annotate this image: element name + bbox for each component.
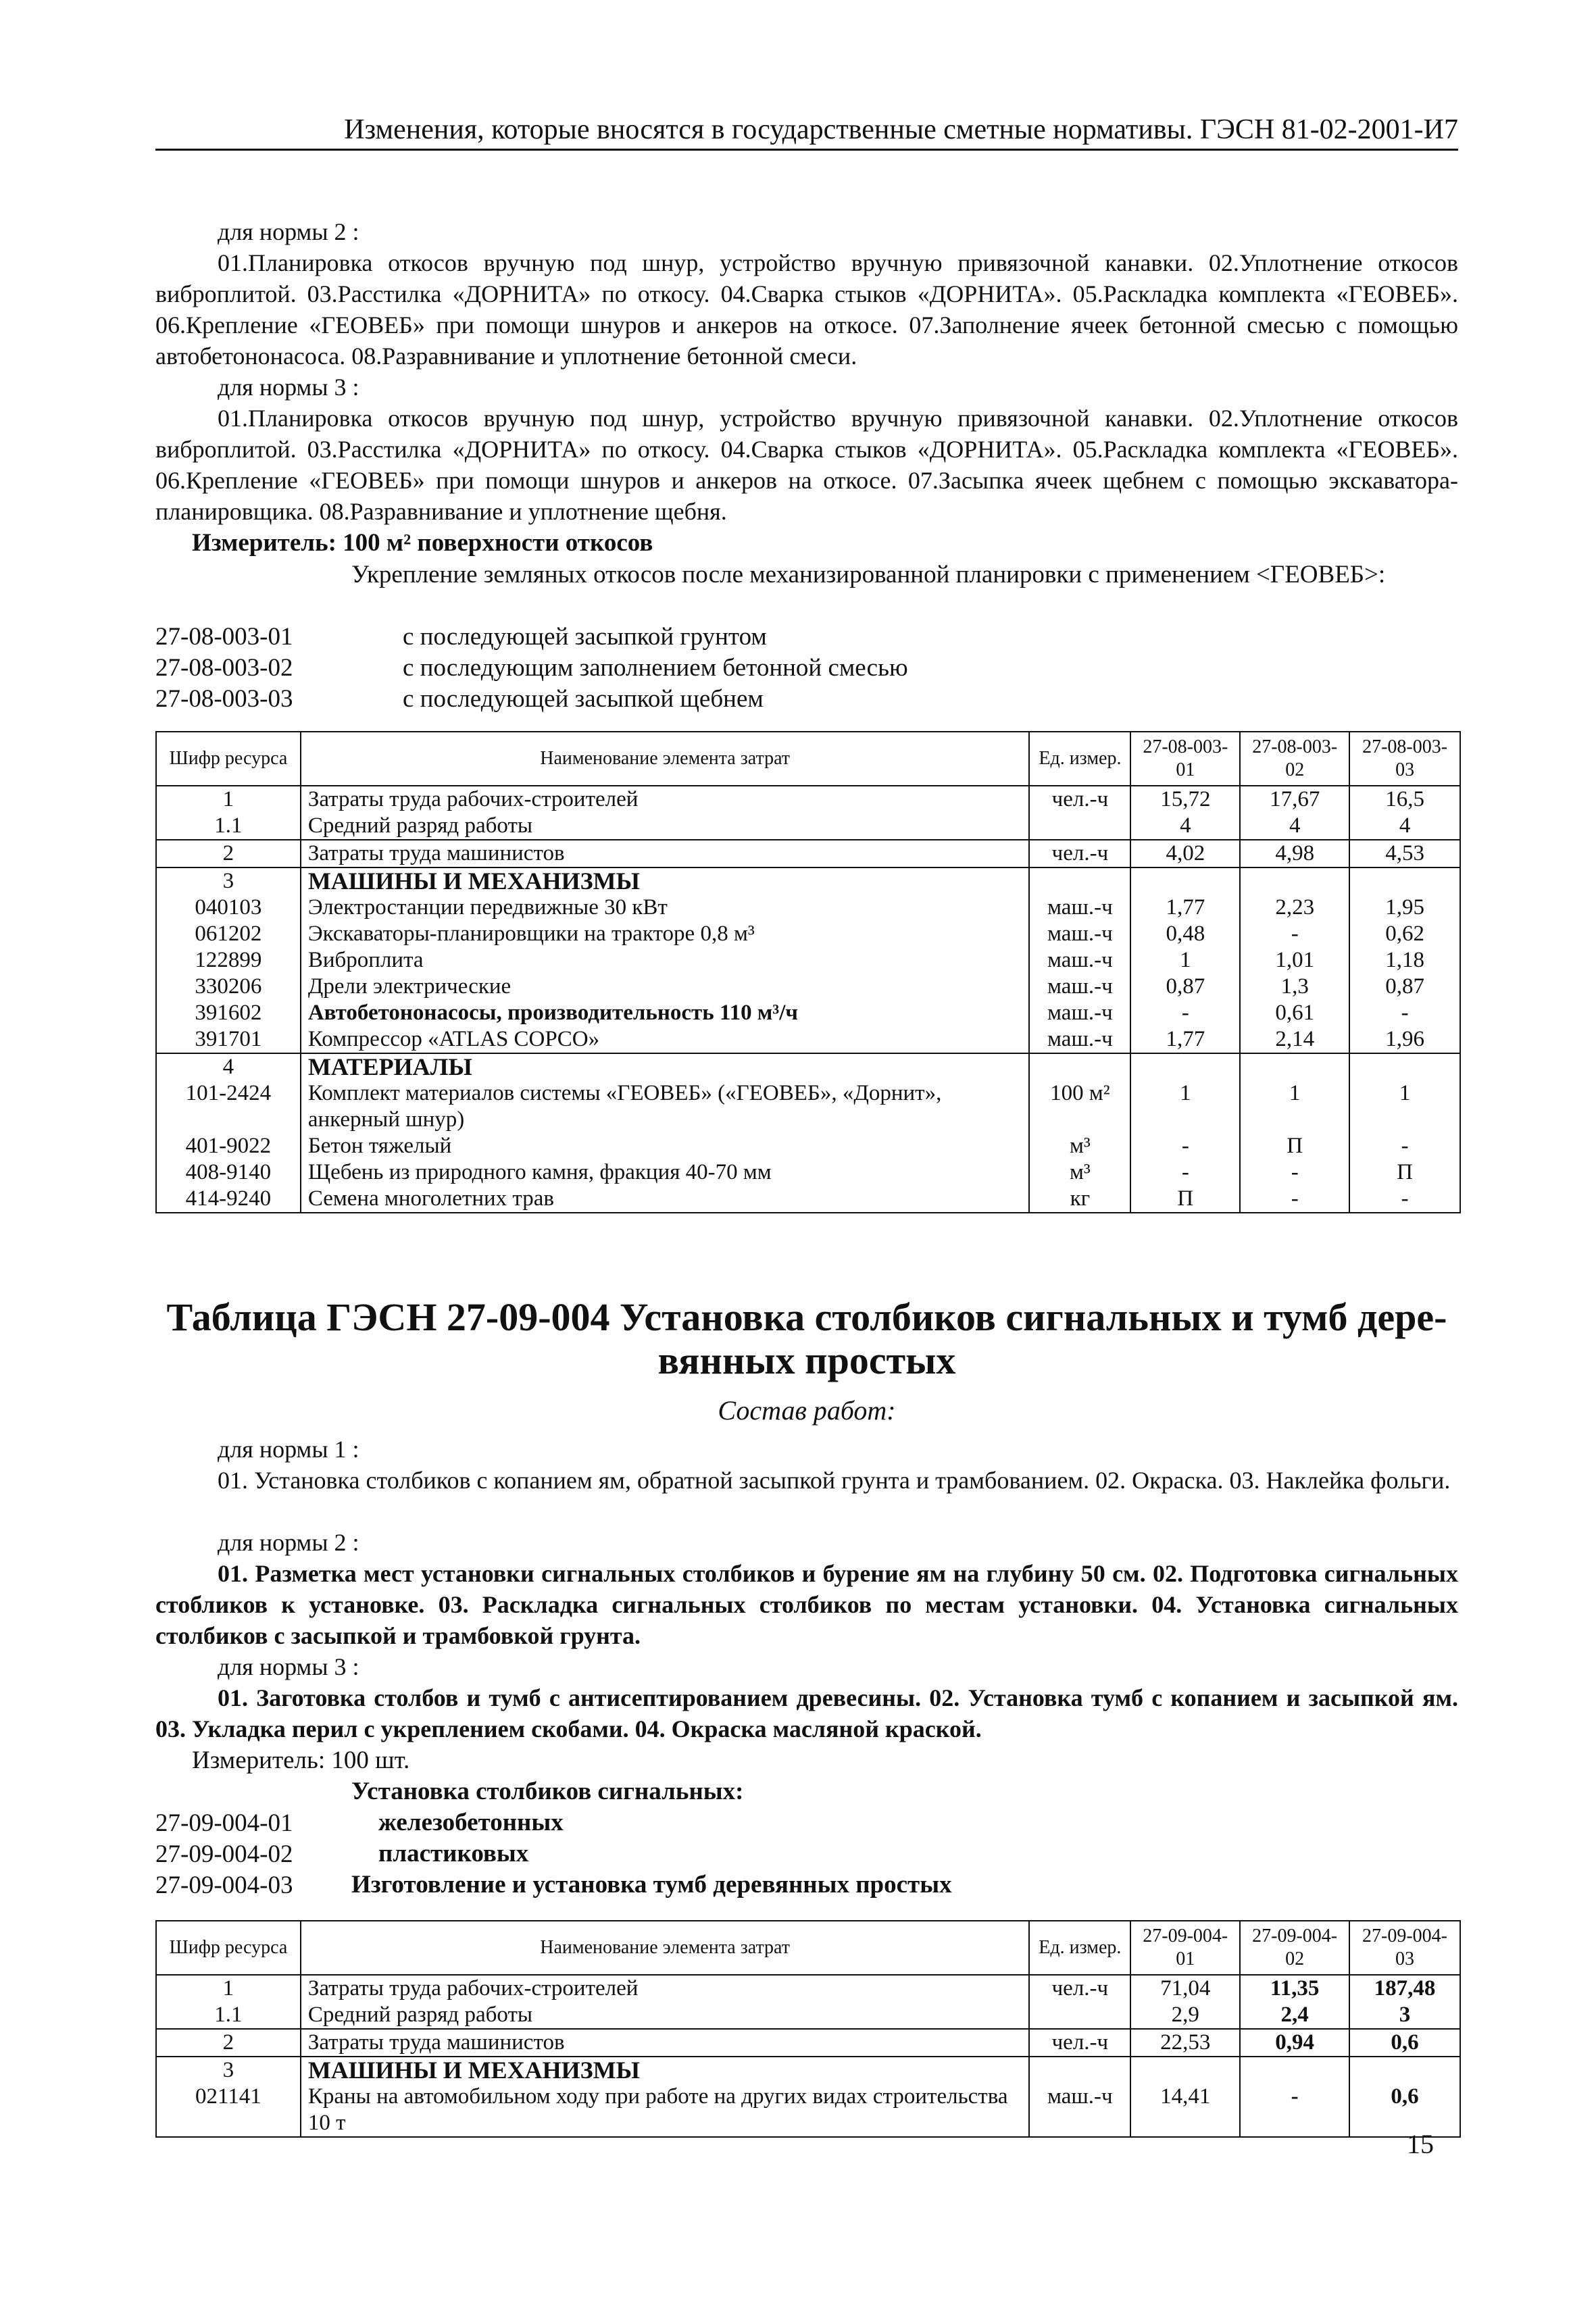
cell-name: Комплект материалов системы «ГЕОВЕБ» («ГЕОВЕБ», «Дорнит», анкерный шнур) bbox=[301, 1080, 1030, 1133]
cell-v2: 2,23 bbox=[1240, 895, 1349, 921]
cell-v3: - bbox=[1349, 1133, 1460, 1159]
cell-code: 1 bbox=[156, 1975, 301, 2002]
header-col2: 27-09-004-02 bbox=[1240, 1921, 1349, 1975]
cell-unit: маш.-ч bbox=[1029, 974, 1130, 1000]
table-row bbox=[156, 1159, 1460, 1186]
cell-v1: 1 bbox=[1130, 947, 1240, 974]
table-title-line1: Таблица ГЭСН 27-09-004 Установка столбиков сигнальных и тумб дере- bbox=[166, 1295, 1447, 1339]
cell-code: 1 bbox=[156, 786, 301, 813]
cell-v3: 0,6 bbox=[1349, 2029, 1460, 2057]
header-col1: 27-09-004-01 bbox=[1130, 1921, 1240, 1975]
norm2-text: 01.Планировка откосов вручную под шнур, устройство вручную привязочной канавки. 02.Уплотнение откосов виброплитой. 03.Расстилка «ДОРНИТА» по откосу. 04.Сварка стыков «ДОРНИТА». 05.Раскладка комплекта «ГЕОВЕБ». 06.Крепление «ГЕОВЕБ» при помощи шнуров и анкеров на откосе. 07.Заполнение ячеек бетонной смесью с помощью автобетононасоса. 08.Разравнивание и уплотнение бетонной смеси. bbox=[155, 249, 1458, 370]
cell-code: 330206 bbox=[156, 974, 301, 1000]
s2-code-desc-01: железобетонных bbox=[378, 1809, 564, 1836]
cell-name: Затраты труда машинистов bbox=[301, 840, 1030, 867]
header-cipher: Шифр ресурса bbox=[156, 732, 301, 786]
cell-v1 bbox=[1130, 2057, 1240, 2084]
table-row bbox=[156, 1133, 1460, 1159]
running-header: Изменения, которые вносятся в государственные сметные нормативы. ГЭСН 81-02-2001-И7 bbox=[155, 114, 1458, 151]
cell-v1: - bbox=[1130, 1159, 1240, 1186]
cell-code: 122899 bbox=[156, 947, 301, 974]
cell-v3: 4 bbox=[1349, 813, 1460, 840]
cell-v3: 16,5 bbox=[1349, 786, 1460, 813]
s2-measure-prefix: Измеритель: bbox=[192, 1746, 326, 1774]
code-27-09-004-01: 27-09-004-01 bbox=[155, 1809, 293, 1837]
s2-norm3-text: 01. Заготовка столбов и тумб с антисептированием древесины. 02. Установка тумб с копанием и засыпкой ям. 03. Укладка перил с укреплением скобами. 04. Окраска масляной краской. bbox=[155, 1684, 1458, 1742]
cell-name: Средний разряд работы bbox=[301, 813, 1030, 840]
table-row bbox=[156, 1053, 1460, 1080]
cell-unit: маш.-ч bbox=[1029, 1026, 1130, 1053]
header-name: Наименование элемента затрат bbox=[301, 732, 1030, 786]
cell-name: Дрели электрические bbox=[301, 974, 1030, 1000]
cell-unit: м³ bbox=[1029, 1159, 1130, 1186]
table-title bbox=[155, 1296, 1458, 1382]
norm2-label: для нормы 2 : bbox=[218, 218, 359, 245]
header-unit: Ед. измер. bbox=[1029, 1921, 1130, 1975]
cell-v3: 4,53 bbox=[1349, 840, 1460, 867]
code-27-09-004-03: 27-09-004-03 bbox=[155, 1871, 293, 1899]
measure-prefix: Измеритель: bbox=[192, 529, 336, 557]
measure-line bbox=[192, 528, 653, 557]
cell-name: Бетон тяжелый bbox=[301, 1133, 1030, 1159]
cell-v1: 22,53 bbox=[1130, 2029, 1240, 2057]
table-row bbox=[156, 840, 1460, 867]
code-desc-02: с последующим заполнением бетонной смесью bbox=[403, 654, 908, 682]
table-row bbox=[156, 786, 1460, 813]
table-row bbox=[156, 2084, 1460, 2137]
cell-v3: 1,96 bbox=[1349, 1026, 1460, 1053]
cell-v2 bbox=[1240, 1053, 1349, 1080]
cell-unit: маш.-ч bbox=[1029, 1000, 1130, 1026]
norm3-text: 01.Планировка откосов вручную под шнур, устройство вручную привязочной канавки. 02.Уплотнение откосов виброплитой. 03.Расстилка «ДОРНИТА» по откосу. 04.Сварка стыков «ДОРНИТА». 05.Раскладка комплекта «ГЕОВЕБ». 06.Крепление «ГЕОВЕБ» при помощи шнуров и анкеров на откосе. 07.Засыпка ячеек щебнем с помощью экскаватора-планировщика. 08.Разравнивание и уплотнение щебня. bbox=[155, 405, 1458, 525]
cell-code: 408-9140 bbox=[156, 1159, 301, 1186]
s2-norm1-text: 01. Установка столбиков с копанием ям, обратной засыпкой грунта и трамбованием. 02. Окраска. 03. Наклейка фольги. bbox=[218, 1467, 1451, 1494]
header-unit: Ед. измер. bbox=[1029, 732, 1130, 786]
cell-name: Виброплита bbox=[301, 947, 1030, 974]
cell-v3: - bbox=[1349, 1186, 1460, 1213]
cell-v3 bbox=[1349, 1053, 1460, 1080]
table-title-line2: вянных простых bbox=[657, 1338, 956, 1382]
s2-measure-text: 100 шт. bbox=[331, 1746, 410, 1774]
cell-name: Средний разряд работы bbox=[301, 2002, 1030, 2029]
cell-v1 bbox=[1130, 867, 1240, 895]
cell-code: 391602 bbox=[156, 1000, 301, 1026]
cell-name: Семена многолетних трав bbox=[301, 1186, 1030, 1213]
cell-v1: П bbox=[1130, 1186, 1240, 1213]
cell-section-heading: МАТЕРИАЛЫ bbox=[301, 1053, 1030, 1080]
header-col3: 27-08-003-03 bbox=[1349, 732, 1460, 786]
cell-v2: 0,61 bbox=[1240, 1000, 1349, 1026]
table-row bbox=[156, 1080, 1460, 1133]
table-row bbox=[156, 895, 1460, 921]
table-row bbox=[156, 974, 1460, 1000]
cell-code: 040103 bbox=[156, 895, 301, 921]
cell-unit: маш.-ч bbox=[1029, 2084, 1130, 2137]
cell-code: 2 bbox=[156, 2029, 301, 2057]
header-col2: 27-08-003-02 bbox=[1240, 732, 1349, 786]
cell-v1 bbox=[1130, 1053, 1240, 1080]
table-row bbox=[156, 813, 1460, 840]
resource-table-27-08-003 bbox=[155, 731, 1461, 1213]
resource-table-27-09-004 bbox=[155, 1920, 1461, 2138]
cell-code: 4 bbox=[156, 1053, 301, 1080]
cell-v3: П bbox=[1349, 1159, 1460, 1186]
s2-norm2-text: 01. Разметка мест установки сигнальных столбиков и бурение ям на глубину 50 см. 02. Подготовка сигнальных стобликов к установке. 03. Раскладка сигнальных столбиков по местам установки. 04. Установка сигнальных столбиков с засыпкой и трамбовкой грунта. bbox=[155, 1560, 1458, 1649]
work-composition-subtitle: Состав работ: bbox=[718, 1395, 896, 1426]
s2-group-description: Установка столбиков сигнальных: bbox=[351, 1778, 744, 1805]
code-27-08-003-02: 27-08-003-02 bbox=[155, 654, 293, 682]
cell-v2: 4,98 bbox=[1240, 840, 1349, 867]
cell-unit: чел.-ч bbox=[1029, 840, 1130, 867]
cell-v2: 17,67 bbox=[1240, 786, 1349, 813]
cell-unit: 100 м² bbox=[1029, 1080, 1130, 1133]
cell-v2: 0,94 bbox=[1240, 2029, 1349, 2057]
table-row bbox=[156, 2002, 1460, 2029]
cell-v1: - bbox=[1130, 1133, 1240, 1159]
s2-norm2-label: для нормы 2 : bbox=[218, 1529, 359, 1556]
cell-code: 2 bbox=[156, 840, 301, 867]
table-row bbox=[156, 2057, 1460, 2084]
cell-v3 bbox=[1349, 2057, 1460, 2084]
cell-unit: кг bbox=[1029, 1186, 1130, 1213]
code-27-09-004-02: 27-09-004-02 bbox=[155, 1840, 293, 1868]
cell-v1: 0,87 bbox=[1130, 974, 1240, 1000]
cell-section-heading: МАШИНЫ И МЕХАНИЗМЫ bbox=[301, 2057, 1030, 2084]
cell-name: Автобетононасосы, производительность 110 м³/ч bbox=[301, 1000, 1030, 1026]
cell-v1: - bbox=[1130, 1000, 1240, 1026]
s2-code-desc-02: пластиковых bbox=[378, 1840, 529, 1867]
cell-v1: 71,04 bbox=[1130, 1975, 1240, 2002]
cell-name: Затраты труда рабочих-строителей bbox=[301, 1975, 1030, 2002]
cell-v2: - bbox=[1240, 2084, 1349, 2137]
cell-v1: 2,9 bbox=[1130, 2002, 1240, 2029]
cell-name: Затраты труда рабочих-строителей bbox=[301, 786, 1030, 813]
cell-v3: 3 bbox=[1349, 2002, 1460, 2029]
cell-unit: маш.-ч bbox=[1029, 947, 1130, 974]
header-cipher: Шифр ресурса bbox=[156, 1921, 301, 1975]
cell-v2: 1 bbox=[1240, 1080, 1349, 1133]
cell-v2: 1,3 bbox=[1240, 974, 1349, 1000]
cell-code: 401-9022 bbox=[156, 1133, 301, 1159]
cell-name: Щебень из природного камня, фракция 40-70 мм bbox=[301, 1159, 1030, 1186]
cell-name: Компрессор «ATLAS COPCO» bbox=[301, 1026, 1030, 1053]
cell-v3: 1,18 bbox=[1349, 947, 1460, 974]
s2-norm1-label: для нормы 1 : bbox=[218, 1436, 359, 1463]
header-col1: 27-08-003-01 bbox=[1130, 732, 1240, 786]
norm3-label: для нормы 3 : bbox=[218, 374, 359, 401]
cell-v2: 4 bbox=[1240, 813, 1349, 840]
cell-unit bbox=[1029, 2057, 1130, 2084]
page-number: 15 bbox=[1407, 2129, 1434, 2159]
cell-name: Электростанции передвижные 30 кВт bbox=[301, 895, 1030, 921]
cell-code: 3 bbox=[156, 867, 301, 895]
cell-v1: 15,72 bbox=[1130, 786, 1240, 813]
code-27-08-003-01: 27-08-003-01 bbox=[155, 623, 293, 651]
cell-name: Краны на автомобильном ходу при работе на других видах строительства 10 т bbox=[301, 2084, 1030, 2137]
code-desc-03: с последующей засыпкой щебнем bbox=[403, 685, 764, 713]
cell-v2: - bbox=[1240, 1186, 1349, 1213]
cell-code: 3 bbox=[156, 2057, 301, 2084]
cell-v3: 187,48 bbox=[1349, 1975, 1460, 2002]
cell-v3: 0,62 bbox=[1349, 921, 1460, 947]
s2-norm3-label: для нормы 3 : bbox=[218, 1653, 359, 1680]
code-27-08-003-03: 27-08-003-03 bbox=[155, 685, 293, 713]
cell-code: 414-9240 bbox=[156, 1186, 301, 1213]
header-name: Наименование элемента затрат bbox=[301, 1921, 1030, 1975]
cell-v2: П bbox=[1240, 1133, 1349, 1159]
cell-unit: маш.-ч bbox=[1029, 895, 1130, 921]
table-row bbox=[156, 1186, 1460, 1213]
s2-measure-line bbox=[192, 1746, 409, 1775]
cell-v3: 0,87 bbox=[1349, 974, 1460, 1000]
cell-code: 061202 bbox=[156, 921, 301, 947]
cell-unit bbox=[1029, 813, 1130, 840]
table-row bbox=[156, 2029, 1460, 2057]
table-row bbox=[156, 1026, 1460, 1053]
table-row bbox=[156, 1975, 1460, 2002]
cell-code: 101-2424 bbox=[156, 1080, 301, 1133]
cell-code: 1.1 bbox=[156, 2002, 301, 2029]
cell-unit bbox=[1029, 867, 1130, 895]
cell-v1: 1,77 bbox=[1130, 1026, 1240, 1053]
cell-v2: - bbox=[1240, 1159, 1349, 1186]
cell-v3: 1 bbox=[1349, 1080, 1460, 1133]
measure-text: 100 м² поверхности откосов bbox=[343, 529, 653, 557]
cell-code: 021141 bbox=[156, 2084, 301, 2137]
header-col3: 27-09-004-03 bbox=[1349, 1921, 1460, 1975]
cell-unit: маш.-ч bbox=[1029, 921, 1130, 947]
cell-v1: 4 bbox=[1130, 813, 1240, 840]
cell-name: Экскаваторы-планировщики на тракторе 0,8 м³ bbox=[301, 921, 1030, 947]
cell-v1: 0,48 bbox=[1130, 921, 1240, 947]
cell-v2: - bbox=[1240, 921, 1349, 947]
cell-unit: чел.-ч bbox=[1029, 1975, 1130, 2002]
cell-v1: 4,02 bbox=[1130, 840, 1240, 867]
cell-v3: 0,6 bbox=[1349, 2084, 1460, 2137]
cell-v2: 11,35 bbox=[1240, 1975, 1349, 2002]
cell-unit bbox=[1029, 2002, 1130, 2029]
table-row bbox=[156, 867, 1460, 895]
cell-v2 bbox=[1240, 867, 1349, 895]
cell-name: Затраты труда машинистов bbox=[301, 2029, 1030, 2057]
cell-v1: 14,41 bbox=[1130, 2084, 1240, 2137]
table-row bbox=[156, 921, 1460, 947]
cell-unit: чел.-ч bbox=[1029, 2029, 1130, 2057]
cell-v2: 2,4 bbox=[1240, 2002, 1349, 2029]
cell-v3: - bbox=[1349, 1000, 1460, 1026]
cell-v2: 1,01 bbox=[1240, 947, 1349, 974]
group-description: Укрепление земляных откосов после механизированной планировки с применением <ГЕОВЕБ>: bbox=[351, 561, 1386, 588]
code-desc-01: с последующей засыпкой грунтом bbox=[403, 623, 767, 651]
cell-v3 bbox=[1349, 867, 1460, 895]
cell-v3: 1,95 bbox=[1349, 895, 1460, 921]
cell-v2 bbox=[1240, 2057, 1349, 2084]
cell-section-heading: МАШИНЫ И МЕХАНИЗМЫ bbox=[301, 867, 1030, 895]
cell-code: 1.1 bbox=[156, 813, 301, 840]
cell-code: 391701 bbox=[156, 1026, 301, 1053]
cell-v1: 1 bbox=[1130, 1080, 1240, 1133]
table-row bbox=[156, 1000, 1460, 1026]
cell-unit bbox=[1029, 1053, 1130, 1080]
cell-unit: чел.-ч bbox=[1029, 786, 1130, 813]
cell-unit: м³ bbox=[1029, 1133, 1130, 1159]
table-row bbox=[156, 947, 1460, 974]
cell-v1: 1,77 bbox=[1130, 895, 1240, 921]
s2-code-desc-03: Изготовление и установка тумб деревянных простых bbox=[351, 1871, 952, 1898]
cell-v2: 2,14 bbox=[1240, 1026, 1349, 1053]
